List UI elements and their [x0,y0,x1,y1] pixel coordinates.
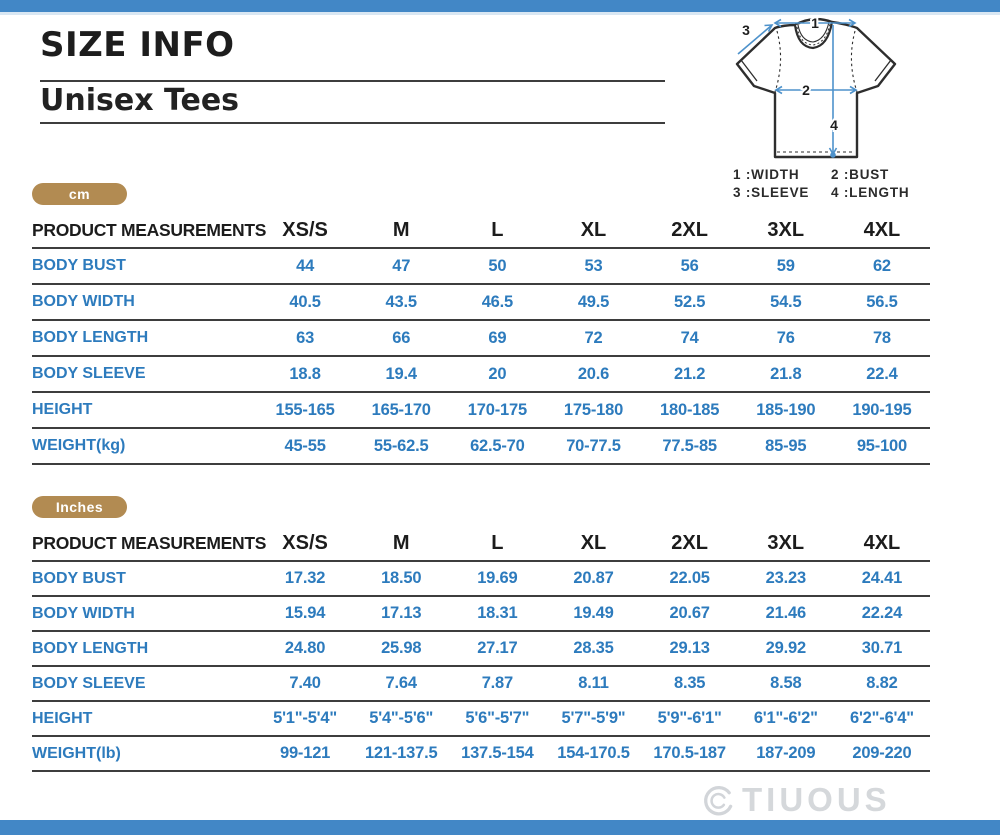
measurement-value: 22.4 [866,364,898,383]
tiuous-logo-icon [702,784,735,817]
measurement-value: 54.5 [770,292,802,311]
measurement-value: 28.35 [573,639,614,657]
measurement-value: 29.13 [669,639,710,657]
measurement-label: HEIGHT [32,709,93,727]
measurement-value: 21.8 [770,364,802,383]
measurement-value: 209-220 [852,744,912,762]
measurement-value: 170.5-187 [653,744,726,762]
measurement-value: 137.5-154 [461,744,534,762]
measurement-label: BODY WIDTH [32,604,135,622]
measurement-value: 22.05 [669,569,710,587]
measurement-value: 49.5 [577,292,610,311]
measurement-value: 69 [488,328,507,347]
measurement-value: 19.69 [477,569,518,587]
size-column-header: 3XL [738,527,834,561]
measurement-value: 170-175 [467,400,527,419]
measurement-value: 121-137.5 [364,744,438,762]
measurement-value: 45-55 [284,436,326,455]
unit-badge-inches: Inches [32,496,127,518]
measurement-value: 20.67 [669,604,710,622]
measurement-value: 44 [296,256,315,275]
measurement-row [32,596,930,631]
diagram-legend-item: 1 :WIDTH [733,167,800,182]
measurement-value: 165-170 [371,400,431,419]
measurement-value: 175-180 [563,400,624,419]
diagram-legend [733,167,909,200]
measurement-value: 27.17 [477,639,518,657]
measurement-value: 40.5 [289,292,321,311]
measurement-value: 66 [392,328,411,347]
size-column-header: 3XL [738,214,834,248]
unit-badge-cm: cm [32,183,127,205]
measurement-row [32,736,930,771]
page-title: SIZE INFO [40,25,235,65]
measurement-value: 46.5 [481,292,514,311]
measurement-value: 17.13 [381,604,422,622]
measurement-value: 95-100 [856,436,908,455]
measurement-value: 85-95 [765,436,807,455]
measurement-label: BODY SLEEVE [32,674,146,692]
measurement-value: 59 [776,256,795,275]
measurement-row [32,356,930,392]
page-subtitle: Unisex Tees [40,83,240,118]
measurement-value: 24.80 [284,639,326,657]
diagram-label-bust: 2 [802,82,810,98]
measurement-value: 155-165 [275,400,335,419]
diagram-label-width: 1 [811,15,819,31]
measurement-value: 19.4 [385,364,417,383]
measurement-label: BODY SLEEVE [32,365,146,382]
measurement-value: 19.49 [573,604,614,622]
measurement-value: 21.46 [765,604,806,622]
size-column-header: 2XL [642,214,738,248]
measurement-row [32,428,930,464]
measurement-row [32,392,930,428]
measurement-value: 53 [584,256,603,275]
measurement-value: 63 [296,328,315,347]
measurement-row [32,320,930,356]
measurement-row [32,284,930,320]
measurement-value: 22.24 [861,604,903,622]
measurement-value: 6'1"-6'2" [753,709,818,727]
measurement-row [32,666,930,701]
measurement-value: 29.92 [765,639,806,657]
size-column-header: L [449,214,545,248]
title-divider [40,80,665,82]
diagram-legend-item: 4 :LENGTH [831,185,910,200]
measurement-value: 6'2"-6'4" [849,709,914,727]
table-header-row [32,214,930,248]
measurement-label: WEIGHT(kg) [32,437,126,454]
size-column-header: XS/S [257,527,353,561]
brand-watermark [702,782,891,818]
measurement-value: 72 [584,328,603,347]
watermark-text: TIUOUS [742,781,891,818]
measurement-value: 25.98 [381,639,422,657]
measurement-value: 8.58 [770,674,802,692]
measurement-label: BODY LENGTH [32,329,149,346]
bottom-accent-bar [0,820,1000,835]
table-header-row [32,527,930,561]
measurement-value: 77.5-85 [662,436,717,455]
measurement-value: 5'9"-6'1" [657,709,722,727]
measurement-value: 76 [776,328,795,347]
measurement-value: 7.87 [481,674,514,692]
measurement-value: 23.23 [765,569,806,587]
measurements-column-header: PRODUCT MEASUREMENTS [32,214,257,248]
measurement-label: BODY BUST [32,569,126,587]
measurement-value: 43.5 [385,292,417,311]
measurement-row [32,248,930,284]
measurement-value: 47 [392,256,411,275]
measurement-value: 15.94 [284,604,326,622]
measurement-value: 56 [680,256,699,275]
measurement-value: 20 [488,364,507,383]
measurement-label: BODY LENGTH [32,639,149,657]
size-column-header: 2XL [642,527,738,561]
measurement-value: 18.50 [381,569,422,587]
measurement-value: 62.5-70 [470,436,525,455]
measurement-label: WEIGHT(lb) [32,744,121,762]
measurement-value: 5'1"-5'4" [273,709,338,727]
measurement-value: 62 [872,256,891,275]
measurement-value: 8.35 [673,674,706,692]
diagram-legend-item: 2 :BUST [831,167,890,182]
measurement-value: 190-195 [852,400,912,419]
diagram-label-sleeve: 3 [742,22,750,38]
measurement-value: 187-209 [756,744,816,762]
diagram-label-length: 4 [830,117,838,133]
tshirt-measurement-diagram-icon [713,6,908,168]
measurement-value: 55-62.5 [373,436,429,455]
measurement-value: 99-121 [279,744,331,762]
size-column-header: M [353,214,449,248]
measurement-value: 56.5 [866,292,898,311]
measurement-value: 30.71 [861,639,903,657]
measurement-value: 180-185 [660,400,720,419]
measurement-value: 74 [680,328,699,347]
diagram-legend-item: 3 :SLEEVE [733,185,810,200]
measurement-row [32,561,930,596]
measurement-value: 20.6 [577,364,610,383]
measurement-value: 18.31 [477,604,518,622]
measurement-row [32,631,930,666]
measurement-label: HEIGHT [32,401,93,418]
measurement-value: 8.82 [866,674,898,692]
measurement-value: 5'7"-5'9" [561,709,626,727]
measurement-value: 70-77.5 [566,436,621,455]
measurement-value: 185-190 [756,400,816,419]
measurement-value: 78 [872,328,891,347]
measurement-value: 8.11 [578,674,609,692]
measurements-column-header: PRODUCT MEASUREMENTS [32,527,257,561]
size-column-header: XL [545,527,641,561]
measurement-value: 24.41 [861,569,903,587]
measurement-label: BODY BUST [32,257,126,274]
subtitle-divider [40,122,665,124]
size-column-header: L [449,527,545,561]
measurement-value: 17.32 [284,569,326,587]
measurement-value: 7.64 [385,674,417,692]
measurement-value: 7.40 [289,674,321,692]
size-column-header: XS/S [257,214,353,248]
measurement-value: 154-170.5 [557,744,630,762]
measurement-value: 18.8 [289,364,321,383]
measurement-value: 5'6"-5'7" [465,709,530,727]
size-column-header: 4XL [834,214,930,248]
size-table-cm [32,214,930,465]
size-table-inches [32,527,930,772]
measurement-row [32,701,930,736]
measurement-label: BODY WIDTH [32,293,135,310]
measurement-value: 5'4"-5'6" [369,709,434,727]
size-column-header: M [353,527,449,561]
size-column-header: XL [545,214,641,248]
measurement-value: 52.5 [673,292,706,311]
measurement-value: 20.87 [573,569,614,587]
measurement-value: 50 [488,256,507,275]
size-column-header: 4XL [834,527,930,561]
measurement-value: 21.2 [673,364,706,383]
